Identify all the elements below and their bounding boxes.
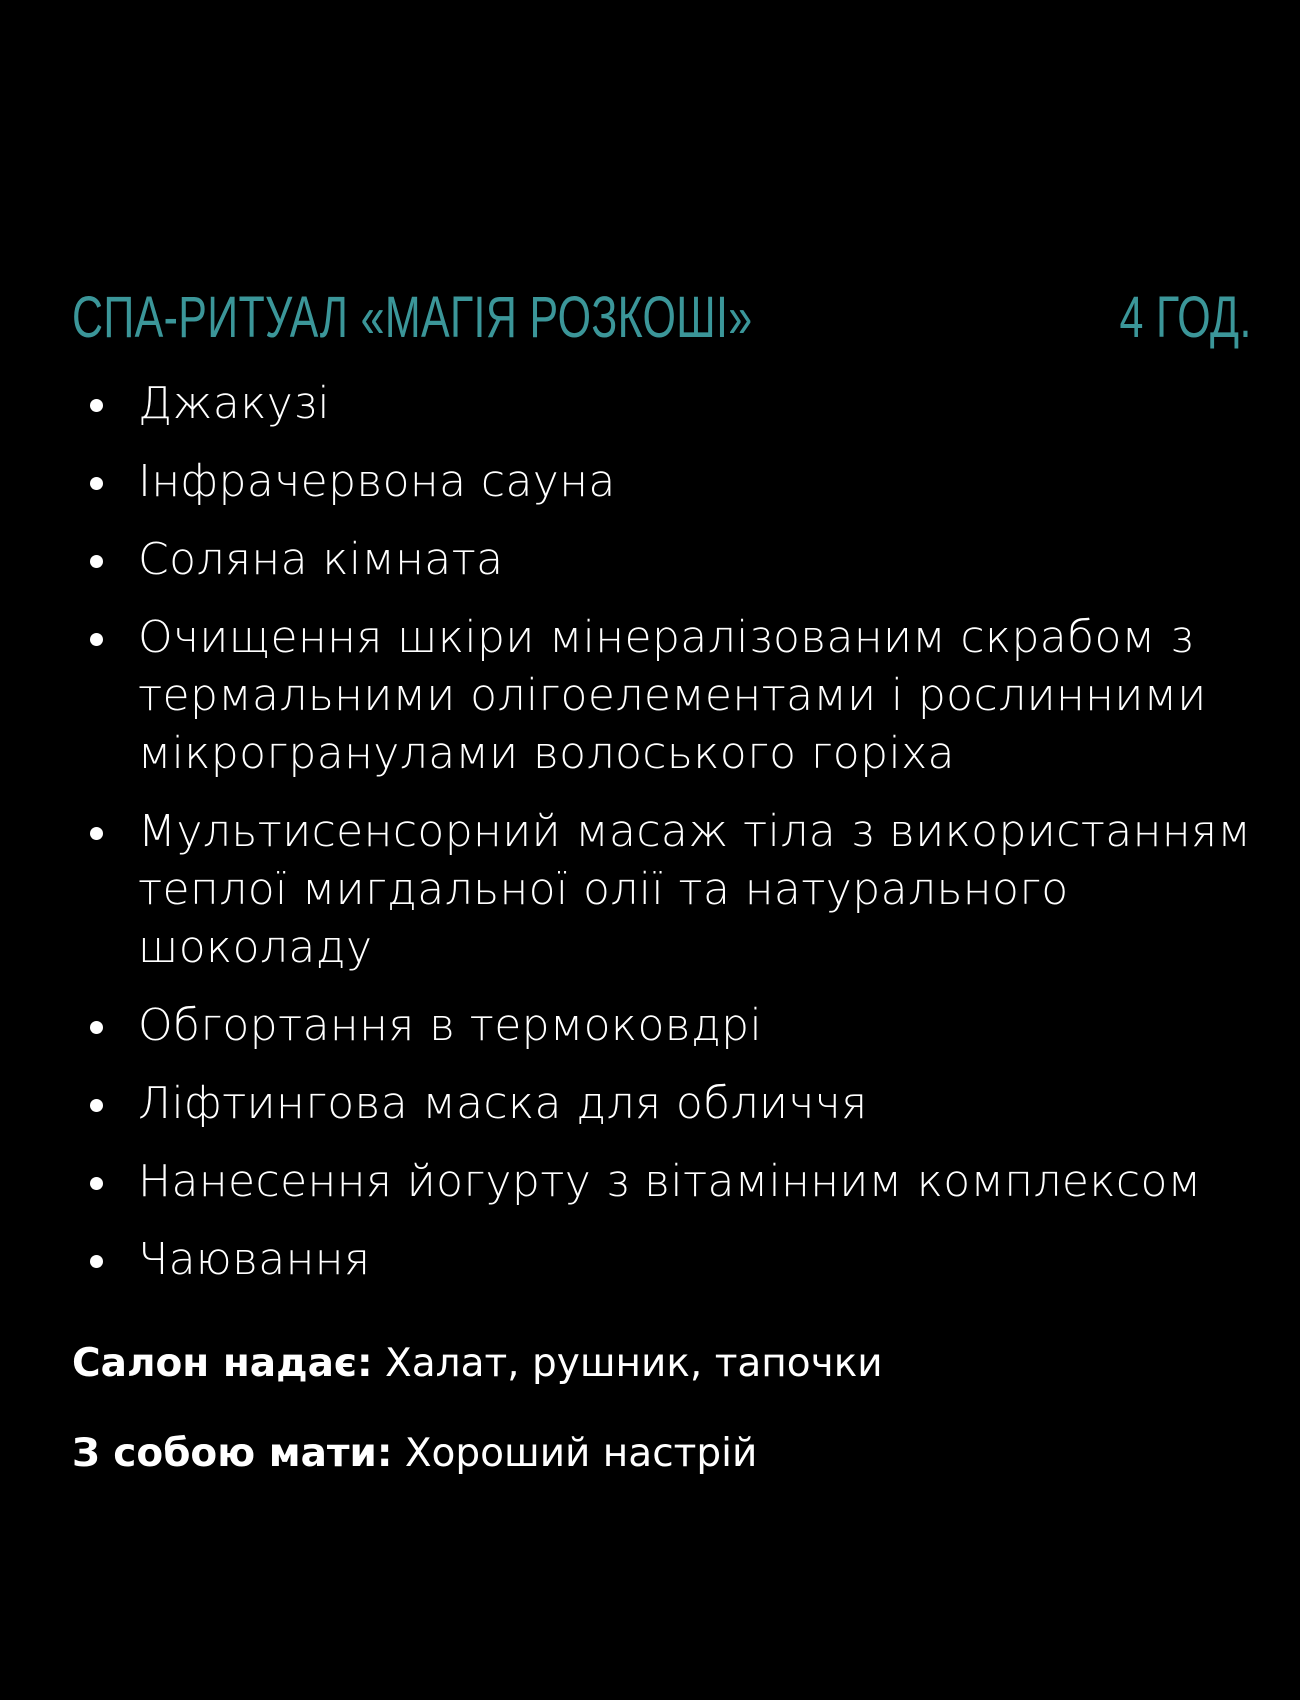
procedure-label: Нанесення йогурту з вітамінним комплексом — [138, 1156, 1202, 1207]
ritual-title: СПА-РИТУАЛ «МАГІЯ РОЗКОШІ» — [72, 285, 753, 350]
procedure-item — [86, 609, 1266, 783]
procedure-label: Мультисенсорний масаж тіла з використанням теплої мигдальної олії та натурального шоколаду — [138, 806, 1252, 973]
procedure-list — [86, 375, 1266, 1309]
header — [72, 283, 1252, 353]
procedure-item — [86, 453, 1266, 511]
procedure-label: Обгортання в термоковдрі — [138, 1000, 763, 1051]
bring-along-line — [72, 1428, 757, 1480]
procedure-label: Інфрачервона сауна — [138, 456, 616, 507]
salon-provides-value: Халат, рушник, тапочки — [372, 1341, 883, 1386]
procedure-item — [86, 375, 1266, 433]
procedure-label: Чаювання — [138, 1234, 371, 1285]
procedure-item — [86, 803, 1266, 977]
procedure-item — [86, 1075, 1266, 1133]
procedure-item — [86, 1231, 1266, 1289]
procedure-label: Джакузі — [138, 378, 331, 429]
bring-along-value: Хороший настрій — [392, 1431, 758, 1476]
salon-provides-line — [72, 1338, 883, 1390]
procedure-label: Ліфтингова маска для обличчя — [138, 1078, 868, 1129]
procedure-item — [86, 531, 1266, 589]
ritual-duration: 4 ГОД. — [1119, 285, 1252, 350]
procedure-item — [86, 1153, 1266, 1211]
procedure-label: Очищення шкіри мінералізованим скрабом з термальними олігоелементами і рослинними мікрогранулами волоського горіха — [138, 612, 1207, 779]
bring-along-label: З собою мати: — [72, 1431, 393, 1476]
procedure-item — [86, 997, 1266, 1055]
salon-provides-label: Салон надає: — [72, 1341, 373, 1386]
procedure-label: Соляна кімната — [138, 534, 504, 585]
